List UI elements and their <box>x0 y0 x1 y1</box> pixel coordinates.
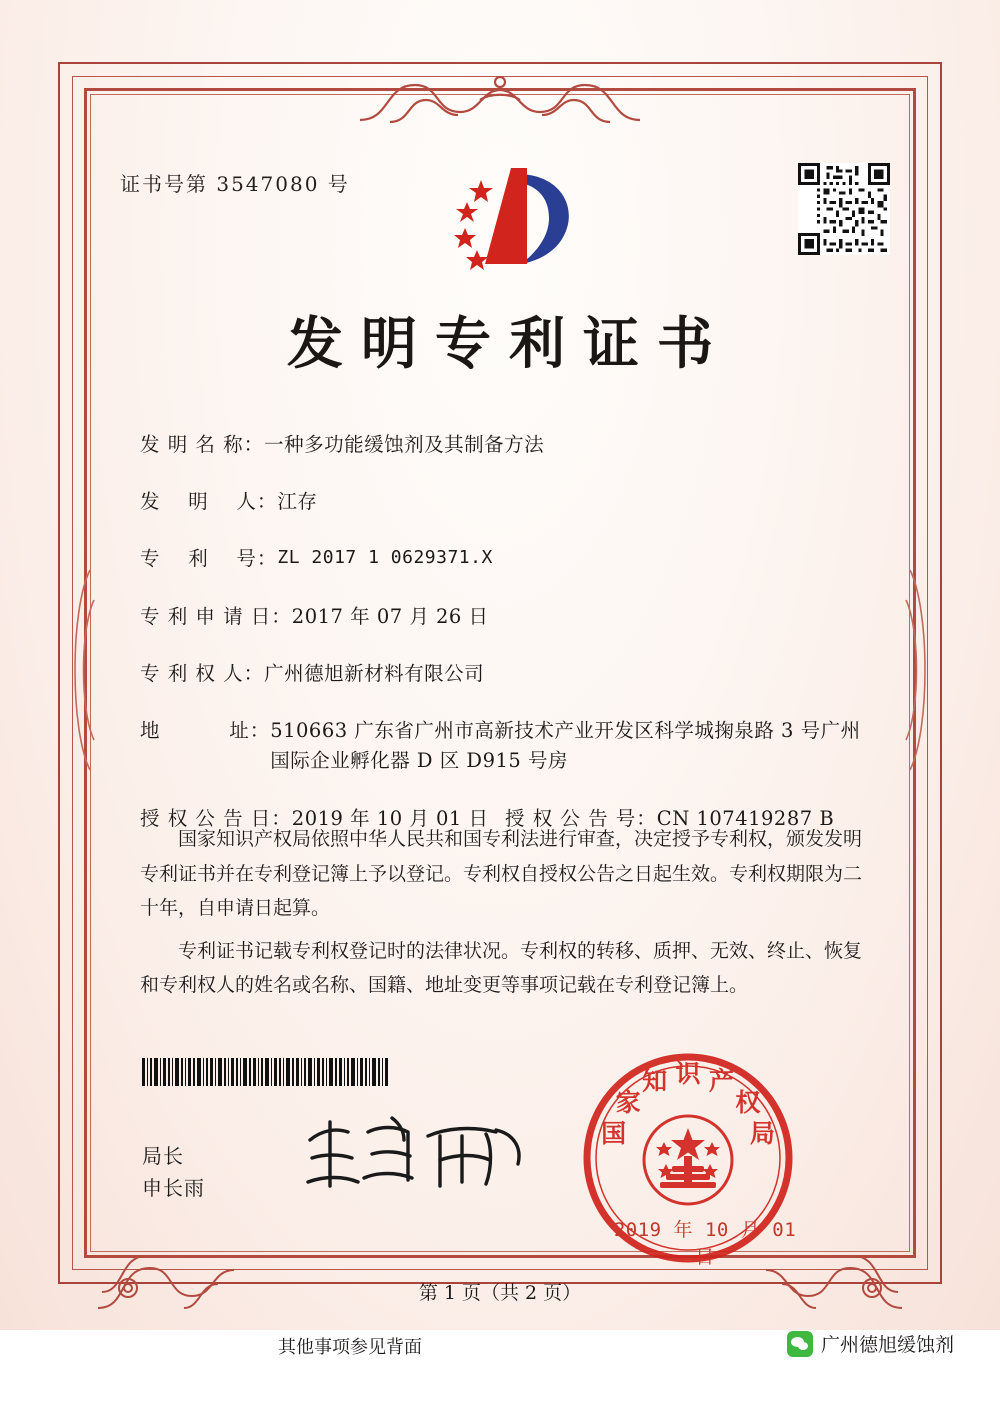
field-label-application-date: 专 利 申 请 日： <box>140 604 292 628</box>
svg-text:知: 知 <box>642 1066 668 1096</box>
page-title: 发明专利证书 <box>287 311 731 377</box>
field-label-patent-number: 专 利 号： <box>140 547 278 571</box>
wechat-account-name: 广州德旭缓蚀剂 <box>820 1334 954 1356</box>
svg-text:权: 权 <box>735 1088 761 1118</box>
field-value-inventor: 江存 <box>277 490 318 514</box>
field-inventor <box>140 487 870 517</box>
field-patent-number <box>140 544 870 574</box>
field-application-date <box>140 602 870 632</box>
svg-text:家: 家 <box>615 1088 641 1118</box>
svg-text:产: 产 <box>708 1066 734 1096</box>
field-value-application-date: 2017 年 07 月 26 日 <box>291 604 489 628</box>
legal-paragraphs <box>140 822 862 1011</box>
field-label-grant-number: 授 权 公 告 号： <box>505 806 657 830</box>
legal-paragraph-2: 专利证书记载专利权登记时的法律状况。专利权的转移、质押、无效、终止、恢复和专利权人的姓名或名称、国籍、地址变更等事项记载在专利登记簿上。 <box>140 939 863 997</box>
signature-role: 局长 <box>142 1144 184 1168</box>
field-patentee <box>140 659 870 689</box>
barcode <box>142 1058 390 1086</box>
field-value-patentee: 广州德旭新材料有限公司 <box>264 661 485 685</box>
svg-text:局: 局 <box>749 1119 775 1149</box>
legal-paragraph-1: 国家知识产权局依照中华人民共和国专利法进行审查，决定授予专利权，颁发发明专利证书并在专利登记簿上予以登记。专利权自授权公告之日起生效。专利权期限为二十年，自申请日起算。 <box>140 828 863 920</box>
wechat-watermark <box>787 1330 954 1357</box>
svg-text:国: 国 <box>601 1119 627 1149</box>
field-value-patent-number: ZL 2017 1 0629371.X <box>277 547 493 569</box>
field-value-grant-date: 2019 年 10 月 01 日 <box>291 806 489 830</box>
field-label-address: 地 址： <box>140 719 271 743</box>
certificate-number: 证书号第 3547080 号 <box>120 172 350 196</box>
footer-note: 其他事项参见背面 <box>278 1337 422 1358</box>
wechat-icon <box>787 1331 813 1357</box>
qr-code <box>798 163 890 255</box>
field-label-invention-title: 发 明 名 称： <box>140 433 265 456</box>
signature-block <box>142 1140 205 1204</box>
field-address <box>140 716 870 776</box>
seal-date: 2019 年 10 月 01 日 <box>613 1219 797 1268</box>
field-value-invention-title: 一种多功能缓蚀剂及其制备方法 <box>264 433 545 456</box>
cnipa-logo <box>425 160 585 280</box>
certificate-fields <box>140 430 870 852</box>
field-label-inventor: 发 明 人： <box>140 490 278 514</box>
handwritten-signature <box>300 1110 530 1200</box>
field-value-grant-number: CN 107419287 B <box>656 806 835 830</box>
field-label-grant-date: 授 权 公 告 日： <box>140 806 292 830</box>
field-label-patentee: 专 利 权 人： <box>140 661 265 685</box>
field-value-address: 510663 广东省广州市高新技术产业开发区科学城掬泉路 3 号广州国际企业孵化器 D 区 D915 号房 <box>270 719 861 773</box>
field-invention-title <box>140 430 870 460</box>
svg-text:识: 识 <box>675 1059 701 1088</box>
signature-name: 申长雨 <box>142 1176 205 1200</box>
page-indicator: 第 1 页（共 2 页） <box>418 1282 582 1304</box>
